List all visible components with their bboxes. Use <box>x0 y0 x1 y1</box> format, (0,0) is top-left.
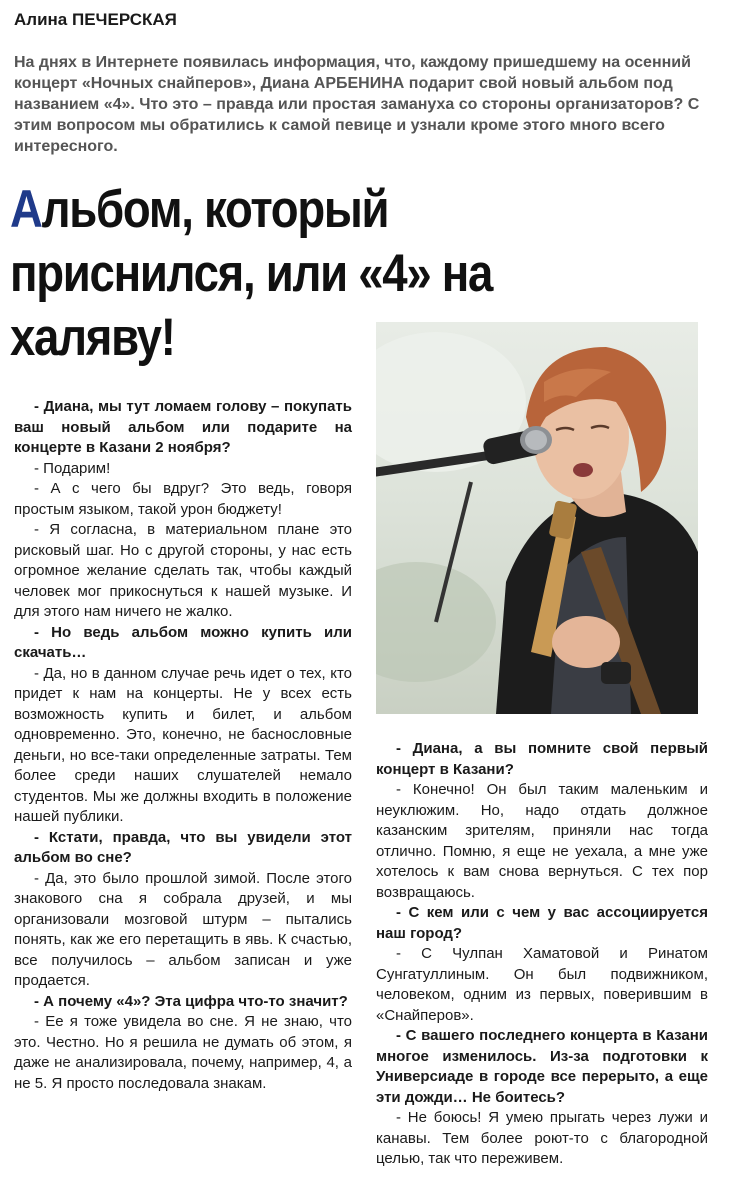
headline-initial: А <box>10 180 42 239</box>
answer-paragraph: - Конечно! Он был таким маленьким и неуклюжим. Но, надо отдать должное казанским зрителям, приняли нас тогда отлично. Помню, я еще не уехала, а мне уже хотелось к вам снова вернуться. С тех пор возвращаюсь. <box>376 781 708 901</box>
answer-paragraph: - Да, но в данном случае речь идет о тех, кто придет к нам на концерты. Не у всех есть возможность купить и билет, и альбом одновременно. Это, конечно, не баснословные деньги, но все-таки определенные затраты. Тем более среди наших слушателей немало студентов. Мы же должны входить в положение нашей публики. <box>14 664 352 825</box>
singer-photo <box>376 322 698 714</box>
author-byline: Алина ПЕЧЕРСКАЯ <box>14 10 177 29</box>
answer-paragraph: - Подарим! <box>34 459 111 477</box>
question-paragraph: - С кем или с чем у вас ассоциируется наш город? <box>376 904 708 942</box>
article-lead: На днях в Интернете появилась информация, что, каждому пришедшему на осенний концерт «Ночных снайперов», Диана АРБЕНИНА подарит свой новый альбом под названием «4». Что это – правда или простая замануха со стороны организаторов? С этим вопросом мы обратились к самой певице и узнали кроме этого много всего интересного. <box>14 54 700 155</box>
question-paragraph: - А почему «4»? Эта цифра что-то значит? <box>34 992 348 1010</box>
answer-paragraph: - С Чулпан Хаматовой и Ринатом Сунгатуллиным. Он был подвижником, человеком, одним из первых, поверившим в «Снайперов». <box>376 945 708 1024</box>
answer-paragraph: - А с чего бы вдруг? Это ведь, говоря простым языком, такой урон бюджету! <box>14 480 352 518</box>
answer-paragraph: - Я согласна, в материальном плане это рисковый шаг. Но с другой стороны, у нас есть огромное желание сделать так, чтобы каждый человек мог прикоснуться к нашей музыке. И для этого нам ничего не жалко. <box>14 521 352 620</box>
question-paragraph: - Но ведь альбом можно купить или скачать… <box>14 623 352 661</box>
singer-illustration <box>376 322 698 714</box>
answer-paragraph: - Да, это было прошлой зимой. После этого знакового сна я собрала друзей, и мы организовали мозговой штурм – пытались понять, как же его перетащить в явь. К счастью, все получилось – альбом записан и уже продается. <box>14 869 352 989</box>
headline-text: льбом, который приснился, или «4» на халяву! <box>10 180 493 367</box>
interview-left-column <box>14 397 352 1094</box>
answer-paragraph: - Ее я тоже увидела во сне. Я не знаю, что это. Честно. Но я решила не думать об этом, я даже не анализировала, почему, например, 4, а не 5. Я просто последовала знакам. <box>14 1013 352 1092</box>
interview-right-column <box>376 739 708 1170</box>
question-paragraph: - Диана, мы тут ломаем голову – покупать ваш новый альбом или подарите на концерте в Казани 2 ноября? <box>14 398 352 456</box>
answer-paragraph: - Не боюсь! Я умею прыгать через лужи и канавы. Тем более роют-то с благородной целью, так что переживем. <box>376 1109 708 1167</box>
question-paragraph: - Диана, а вы помните свой первый концерт в Казани? <box>376 740 708 778</box>
question-paragraph: - Кстати, правда, что вы увидели этот альбом во сне? <box>14 828 352 866</box>
question-paragraph: - С вашего последнего концерта в Казани многое изменилось. Из-за подготовки к Универсиаде в городе все перерыто, а еще эти дожди… Не боитесь? <box>376 1027 708 1106</box>
